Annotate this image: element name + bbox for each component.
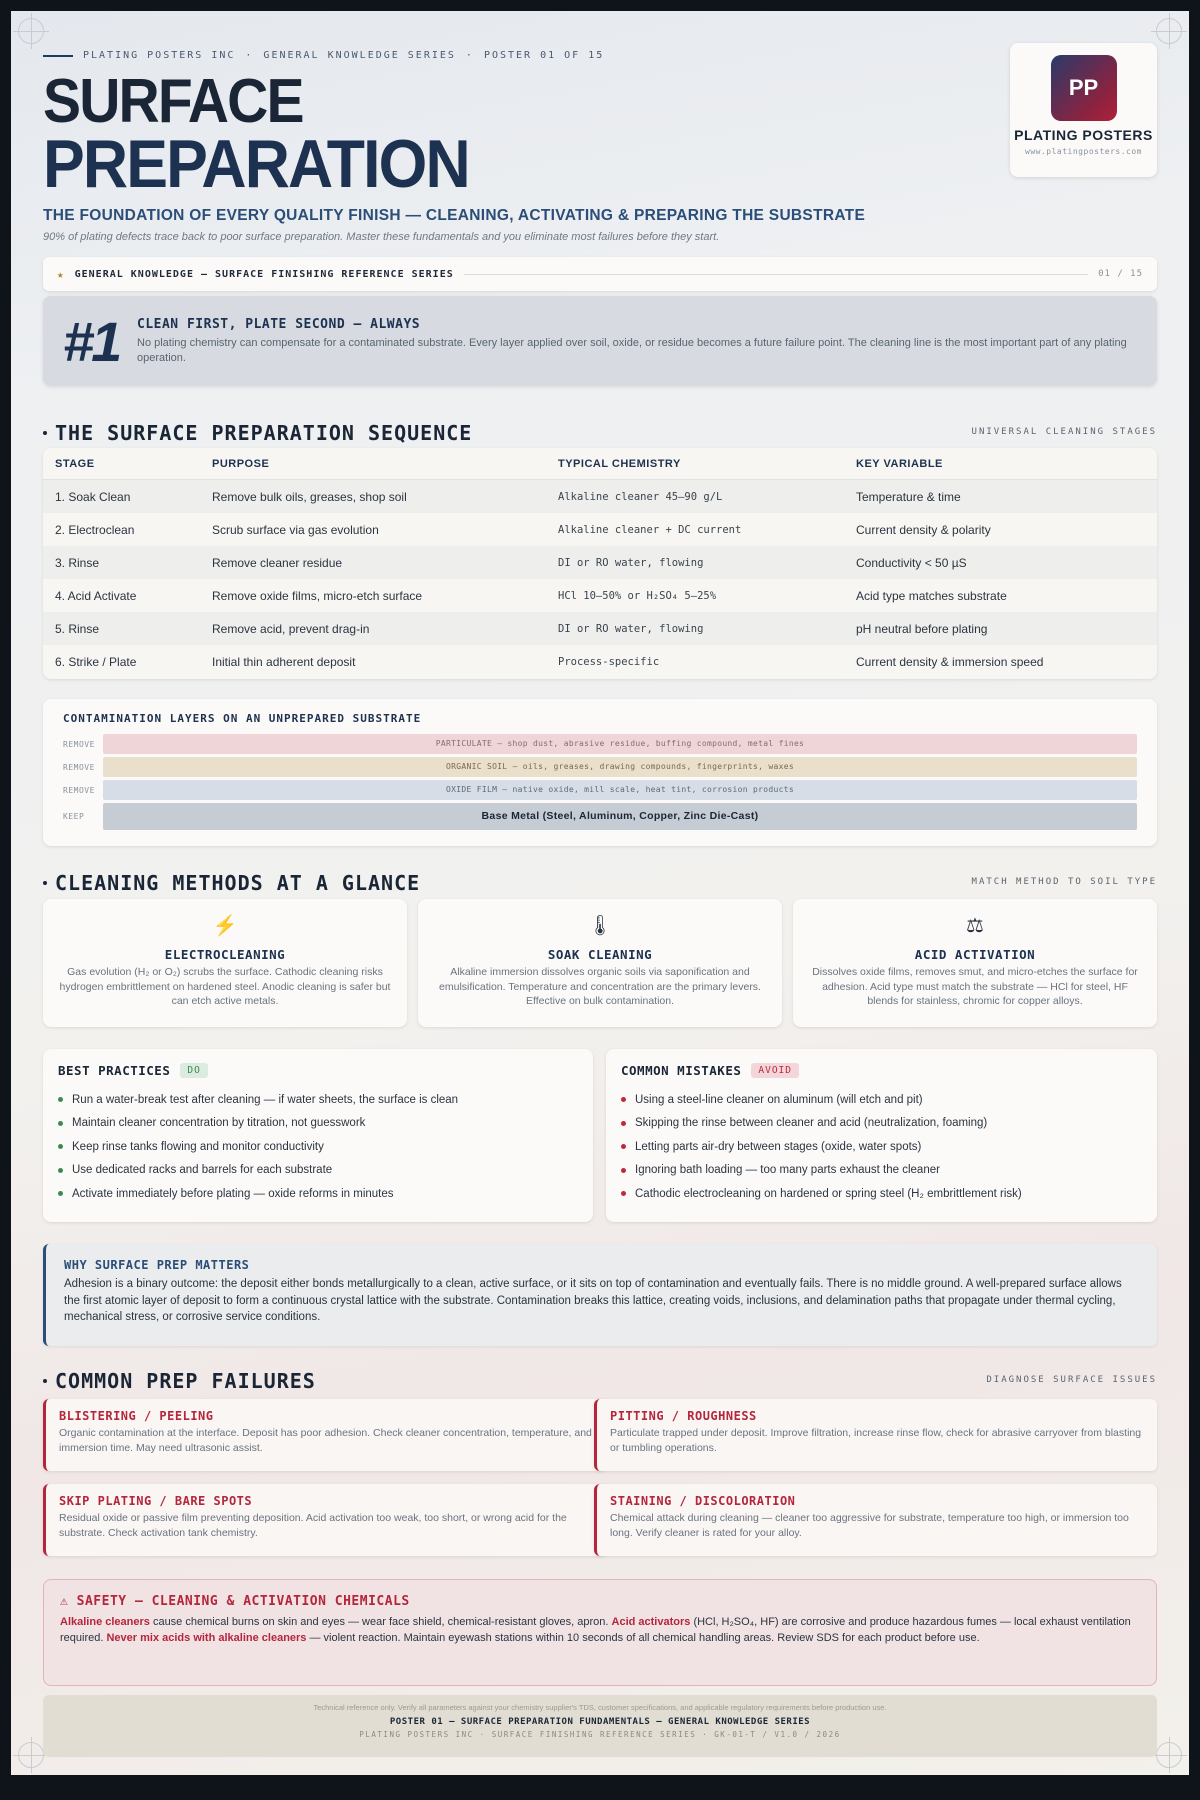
topline-separator: · (245, 50, 254, 61)
safety-text: cause chemical burns on skin and eyes — wear face shield, chemical-resistant gloves, apron. (149, 1616, 612, 1628)
star-icon: ★ (57, 267, 65, 281)
failure-title: BLISTERING / PEELING (59, 1409, 214, 1423)
column-header: KEY VARIABLE (856, 457, 943, 470)
rule-number: #1 (63, 309, 120, 373)
cell-stage: 1. Soak Clean (55, 489, 131, 504)
series-bar (43, 257, 1157, 291)
list-item (58, 1088, 578, 1112)
cell-chemistry: Alkaline cleaner + DC current (558, 523, 742, 536)
topline-rule (43, 55, 73, 57)
golden-rule-box (43, 296, 1157, 386)
layer-strip: ORGANIC SOIL — oils, greases, drawing compounds, fingerprints, waxes (103, 757, 1137, 777)
table-row (43, 513, 1157, 546)
footer (43, 1695, 1157, 1757)
list-item-text: Activate immediately before plating — oxide reforms in minutes (72, 1187, 394, 1200)
safety-highlight: Alkaline cleaners (60, 1616, 150, 1628)
logo-name: PLATING POSTERS (1014, 127, 1153, 143)
layer-action: REMOVE (63, 739, 95, 749)
list-item (621, 1088, 1142, 1112)
bullet-icon (621, 1191, 626, 1196)
bullet-icon (58, 1121, 63, 1126)
common-mistakes-list (621, 1088, 1142, 1206)
divider (464, 274, 1088, 275)
why-title: WHY SURFACE PREP MATTERS (64, 1258, 250, 1272)
method-body: Dissolves oxide films, removes smut, and micro-etches the surface for adhesion. Acid type must match the substrate — HCl for steel, HF blends for stainless, chromic for copper alloys. (812, 966, 1138, 1007)
best-practices-list (58, 1088, 578, 1206)
method-card (43, 899, 407, 1027)
registration-mark-icon (18, 18, 44, 44)
logo-card (1010, 43, 1157, 177)
bullet-icon (58, 1097, 63, 1102)
method-title: ACID ACTIVATION (914, 947, 1036, 962)
failure-title: SKIP PLATING / BARE SPOTS (59, 1494, 253, 1508)
footer-title: POSTER 01 — SURFACE PREPARATION FUNDAMENTALS — GENERAL KNOWLEDGE SERIES (389, 1717, 811, 1727)
failure-body: Organic contamination at the interface. Deposit has poor adhesion. Check cleaner concentration, temperature, and immersion time. May need ultrasonic assist. (59, 1427, 592, 1454)
list-item-text: Skipping the rinse between cleaner and acid (neutralization, foaming) (635, 1117, 988, 1130)
bullet-icon (58, 1144, 63, 1149)
list-item-text: Ignoring bath loading — too many parts exhaust the cleaner (635, 1164, 940, 1177)
list-item (621, 1159, 1142, 1183)
list-item (58, 1182, 578, 1206)
thermometer-icon: 🌡 (587, 915, 613, 937)
cell-chemistry: DI or RO water, flowing (558, 622, 704, 635)
registration-mark-icon (1156, 1742, 1182, 1768)
safety-title: SAFETY — CLEANING & ACTIVATION CHEMICALS (76, 1594, 410, 1609)
method-card (418, 899, 782, 1027)
rule-heading: CLEAN FIRST, PLATE SECOND — ALWAYS (137, 316, 421, 332)
section-title-text: COMMON PREP FAILURES (55, 1369, 316, 1393)
column-header: PURPOSE (212, 457, 270, 470)
method-title: SOAK CLEANING (547, 947, 653, 962)
why-body: Adhesion is a binary outcome: the deposit either bonds metallurgically to a clean, active surface, or it sits on top of contamination and eventually fails. There is no middle ground. A well-prepared surface allows the first atomic layer of deposit to form a continuous crystal lattice with the substrate. Contamination breaks this lattice, creating voids, inclusions, and delamination paths that propagate under thermal cycling, mechanical stress, or corrosive service conditions. (64, 1278, 1122, 1323)
table-body (43, 480, 1157, 678)
column-header: TYPICAL CHEMISTRY (558, 457, 681, 470)
safety-body (60, 1614, 1140, 1646)
bullet-icon (43, 1379, 47, 1383)
table-row (43, 645, 1157, 678)
bullet-icon (58, 1191, 63, 1196)
layer-row (63, 780, 1137, 800)
failure-body: Particulate trapped under deposit. Improve filtration, increase rinse flow, check for abrasive carryover from blasting or tumbling operations. (610, 1427, 1142, 1454)
bullet-icon (43, 881, 47, 885)
rule-body: No plating chemistry can compensate for a contaminated substrate. Every layer applied over soil, oxide, or residue becomes a future failure point. The cleaning line is the most important part of any plating operation. (137, 336, 1127, 364)
cell-stage: 6. Strike / Plate (55, 654, 137, 669)
section-title-text: CLEANING METHODS AT A GLANCE (55, 871, 421, 895)
avoid-badge: AVOID (751, 1063, 799, 1078)
section-tag: DIAGNOSE SURFACE ISSUES (986, 1375, 1157, 1385)
topline-poster-number: POSTER 01 OF 15 (483, 50, 605, 61)
list-item-text: Letting parts air-dry between stages (oxide, water spots) (635, 1140, 922, 1153)
table-header (43, 448, 1157, 480)
why-callout (43, 1244, 1157, 1346)
topline-series: GENERAL KNOWLEDGE SERIES (263, 50, 456, 61)
cell-purpose: Remove acid, prevent drag-in (212, 621, 370, 636)
bullet-icon (621, 1144, 626, 1149)
safety-highlight: Acid activators (611, 1616, 691, 1628)
failure-title: PITTING / ROUGHNESS (610, 1409, 757, 1423)
list-item (621, 1112, 1142, 1136)
section-title-text: THE SURFACE PREPARATION SEQUENCE (55, 421, 473, 445)
section-title-failures (43, 1369, 316, 1393)
table-row (43, 546, 1157, 579)
list-item (58, 1135, 578, 1159)
page-counter: 01 / 15 (1098, 269, 1143, 279)
failure-card (43, 1399, 606, 1471)
list-item-text: Keep rinse tanks flowing and monitor conductivity (72, 1140, 324, 1153)
section-title-methods (43, 871, 420, 895)
topline-publisher: PLATING POSTERS INC (83, 50, 236, 61)
cell-variable: Current density & immersion speed (856, 654, 1044, 669)
layer-action: KEEP (63, 812, 85, 821)
methods-cards (43, 899, 1157, 1027)
layer-row (63, 734, 1137, 754)
cell-chemistry: Process-specific (558, 655, 660, 668)
cell-purpose: Remove bulk oils, greases, shop soil (212, 489, 407, 504)
cell-purpose: Scrub surface via gas evolution (212, 522, 379, 537)
cell-purpose: Remove cleaner residue (212, 555, 343, 570)
cell-purpose: Remove oxide films, micro-etch surface (212, 588, 423, 603)
list-item (58, 1112, 578, 1136)
common-mistakes-panel (606, 1049, 1157, 1222)
best-practices-panel (43, 1049, 593, 1222)
page-title (43, 67, 506, 202)
bullet-icon (58, 1168, 63, 1173)
footer-meta: PLATING POSTERS INC · SURFACE FINISHING REFERENCE SERIES · GK-01-T / V1.0 / 2026 (359, 1730, 841, 1739)
poster (11, 11, 1189, 1775)
cell-chemistry: HCl 10–50% or H₂SO₄ 5–25% (558, 589, 717, 602)
bullet-icon (43, 431, 47, 435)
logo-mark: PP (1051, 55, 1117, 121)
registration-mark-icon (18, 1742, 44, 1768)
sequence-table (43, 448, 1157, 679)
method-title: ELECTROCLEANING (164, 947, 286, 962)
failure-card (43, 1484, 606, 1556)
safety-callout (43, 1579, 1157, 1686)
layers-title: CONTAMINATION LAYERS ON AN UNPREPARED SUBSTRATE (63, 712, 422, 725)
failure-card (594, 1484, 1157, 1556)
layer-row (63, 803, 1137, 830)
lightning-icon: ⚡ (212, 915, 238, 937)
section-title-sequence (43, 421, 472, 445)
footer-disclaimer: Technical reference only. Verify all parameters against your chemistry supplier's TDS, customer specifications, and applicable regulatory requirements before production use. (313, 1703, 887, 1712)
list-item-text: Using a steel-line cleaner on aluminum (will etch and pit) (635, 1093, 923, 1106)
scales-icon: ⚖ (966, 915, 984, 937)
common-mistakes-title: COMMON MISTAKES (621, 1063, 742, 1078)
contamination-layers-panel (43, 699, 1157, 846)
cell-variable: Acid type matches substrate (856, 588, 1007, 603)
section-tag: MATCH METHOD TO SOIL TYPE (971, 877, 1157, 887)
registration-mark-icon (1156, 18, 1182, 44)
cell-chemistry: Alkaline cleaner 45–90 g/L (558, 490, 723, 503)
cell-variable: pH neutral before plating (856, 621, 988, 636)
series-topline (43, 50, 604, 61)
method-card (793, 899, 1157, 1027)
failure-title: STAINING / DISCOLORATION (610, 1494, 796, 1508)
cell-stage: 4. Acid Activate (55, 588, 137, 603)
cell-stage: 2. Electroclean (55, 522, 135, 537)
bullet-icon (621, 1097, 626, 1102)
layer-action: REMOVE (63, 785, 95, 795)
method-body: Gas evolution (H₂ or O₂) scrubs the surface. Cathodic cleaning risks hydrogen embrittlement on hardened steel. Anodic cleaning is safer but can etch active metals. (59, 966, 391, 1007)
failure-card (594, 1399, 1157, 1471)
cell-purpose: Initial thin adherent deposit (212, 654, 356, 669)
bullet-icon (621, 1168, 626, 1173)
layer-strip: Base Metal (Steel, Aluminum, Copper, Zinc Die-Cast) (103, 803, 1137, 830)
method-body: Alkaline immersion dissolves organic soils via saponification and emulsification. Temperature and concentration are the primary levers. Effective on bulk contamination. (439, 966, 761, 1007)
warning-icon: ⚠ (60, 1594, 69, 1609)
title-line-2: PREPARATION (43, 126, 469, 202)
page-subtitle: THE FOUNDATION OF EVERY QUALITY FINISH — CLEANING, ACTIVATING & PREPARING THE SUBSTRATE (43, 207, 866, 224)
logo-url: www.platingposters.com (1025, 147, 1142, 156)
cell-variable: Current density & polarity (856, 522, 991, 537)
table-row (43, 579, 1157, 612)
table-row (43, 480, 1157, 513)
cell-stage: 3. Rinse (55, 555, 100, 570)
layer-strip: PARTICULATE — shop dust, abrasive residue, buffing compound, metal fines (103, 734, 1137, 754)
safety-text: — violent reaction. Maintain eyewash stations within 10 seconds of all chemical handling areas. Review SDS for each product before use. (306, 1632, 980, 1644)
failure-body: Residual oxide or passive film preventing deposition. Acid activation too weak, too short, or wrong acid for the substrate. Check activation tank chemistry. (59, 1512, 567, 1539)
layer-row (63, 757, 1137, 777)
safety-text: (HCl, H₂SO₄, HF) are corrosive and produce hazardous fumes — local exhaust ventilation required. (60, 1616, 1131, 1644)
failure-body: Chemical attack during cleaning — cleaner too aggressive for substrate, temperature too high, or immersion too long. Verify cleaner is rated for your alloy. (610, 1512, 1129, 1539)
list-item-text: Use dedicated racks and barrels for each substrate (72, 1164, 333, 1177)
bullet-icon (621, 1121, 626, 1126)
series-label: GENERAL KNOWLEDGE — SURFACE FINISHING REFERENCE SERIES (74, 268, 454, 280)
table-row (43, 612, 1157, 645)
list-item (621, 1135, 1142, 1159)
list-item-text: Run a water-break test after cleaning — if water sheets, the surface is clean (72, 1093, 459, 1106)
topline-separator: · (465, 50, 474, 61)
intro-text: 90% of plating defects trace back to poor surface preparation. Master these fundamentals and you eliminate most failures before they start. (43, 231, 720, 243)
column-header: STAGE (55, 457, 95, 470)
list-item-text: Cathodic electrocleaning on hardened or spring steel (H₂ embrittlement risk) (635, 1187, 1022, 1200)
list-item (58, 1159, 578, 1183)
list-item (621, 1182, 1142, 1206)
best-practices-title: BEST PRACTICES (58, 1063, 171, 1078)
layer-action: REMOVE (63, 762, 95, 772)
title-line-1: SURFACE (43, 67, 303, 136)
cell-variable: Temperature & time (856, 489, 961, 504)
cell-variable: Conductivity < 50 µS (856, 555, 967, 570)
section-tag: UNIVERSAL CLEANING STAGES (971, 427, 1157, 437)
list-item-text: Maintain cleaner concentration by titration, not guesswork (72, 1117, 366, 1130)
safety-highlight: Never mix acids with alkaline cleaners (106, 1632, 307, 1644)
layer-strip: OXIDE FILM — native oxide, mill scale, heat tint, corrosion products (103, 780, 1137, 800)
cell-stage: 5. Rinse (55, 621, 100, 636)
cell-chemistry: DI or RO water, flowing (558, 556, 704, 569)
do-badge: DO (180, 1063, 207, 1078)
